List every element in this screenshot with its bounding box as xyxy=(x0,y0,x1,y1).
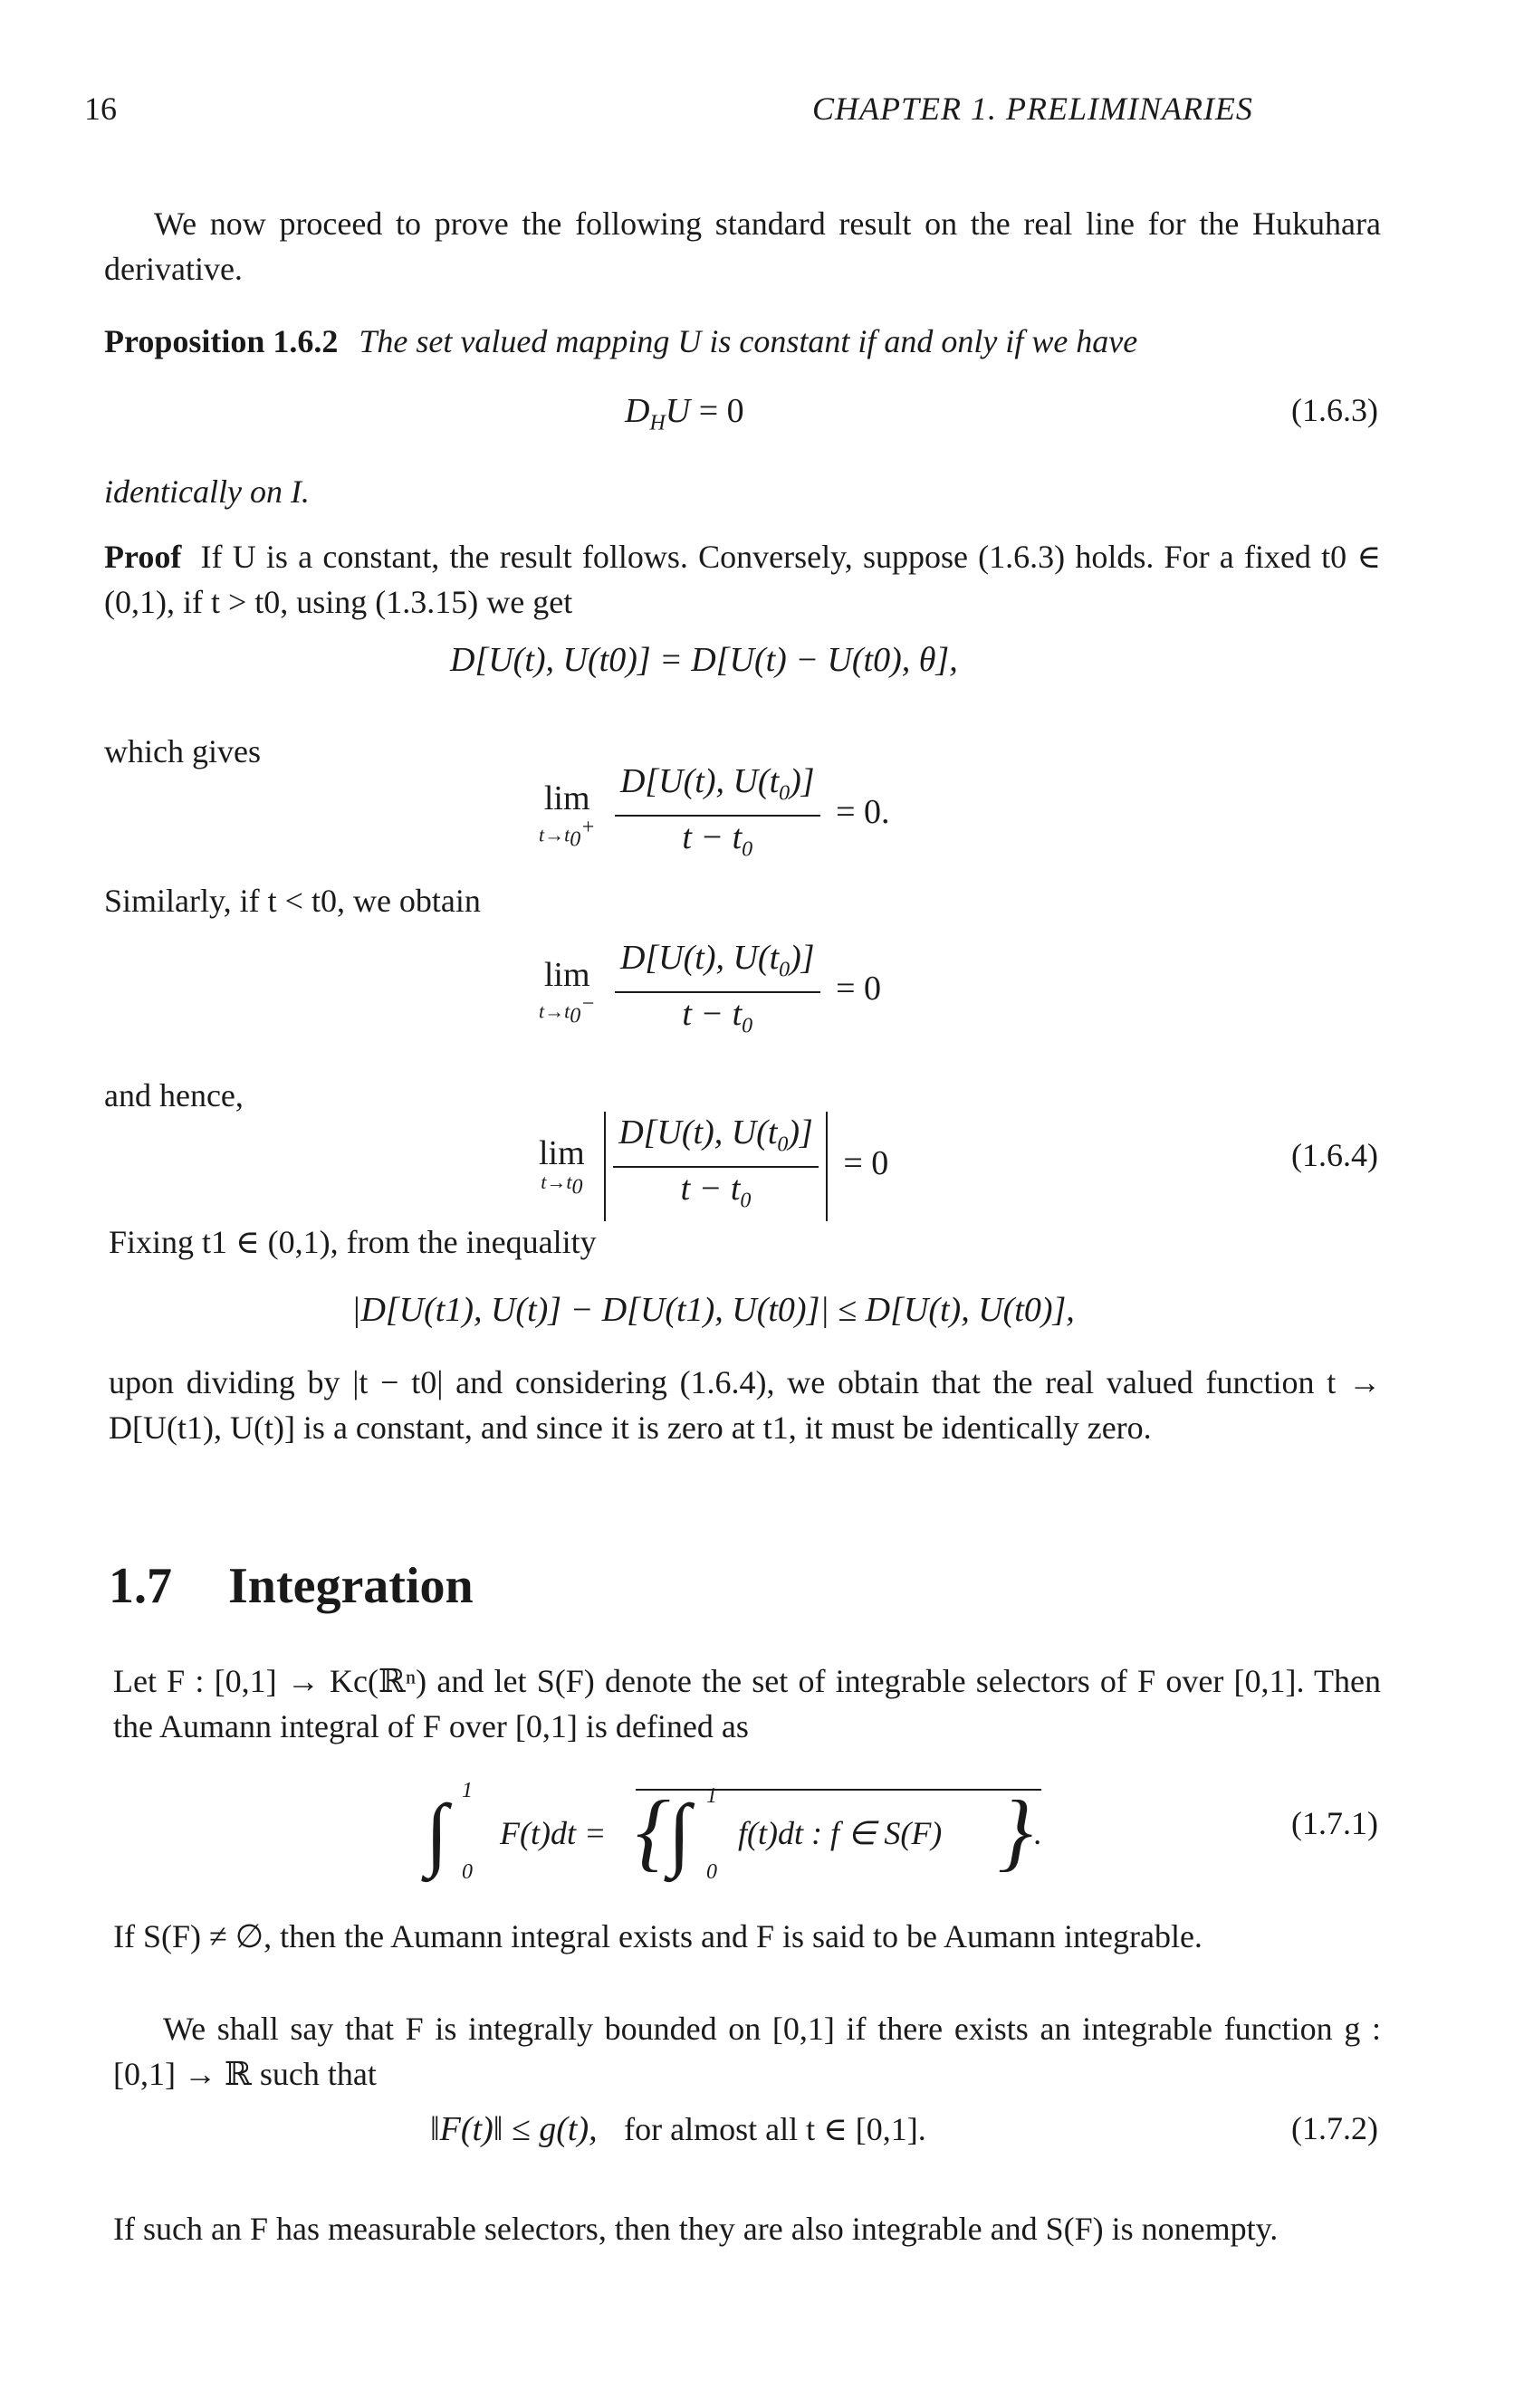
svg-text:∫: ∫ xyxy=(668,1789,691,1878)
integration-paragraph-2: If S(F) ≠ ∅, then the Aumann integral exists and F is said to be Aumann integrable. xyxy=(113,1918,1203,1954)
almost-all-clause: for almost all t ∈ [0,1]. xyxy=(624,2111,926,2147)
proof-text: If U is a constant, the result follows. Conversely, suppose (1.6.3) holds. For a fixed t0 ∈ (0,1), if t > t0, using (1.3.15) we get xyxy=(104,539,1382,620)
equation-1-6-3: $D_HU = 0$ xyxy=(625,392,744,435)
and-hence-text: and hence, xyxy=(104,1077,244,1113)
section-title: Integration xyxy=(228,1558,474,1614)
integration-paragraph-1: Let F : [0,1] → Kc(ℝⁿ) and let S(F) denote the set of integrable selectors of F over [0,1]. Then the Aumann integral of F over [0,1] is defined as xyxy=(113,1663,1381,1744)
svg-text:f(t)dt : f ∈ S(F): f(t)dt : f ∈ S(F) xyxy=(738,1815,943,1851)
equation-1-7-2 xyxy=(430,2109,926,2149)
svg-text:0: 0 xyxy=(462,1860,473,1884)
svg-text:1: 1 xyxy=(706,1784,717,1808)
svg-text:{: { xyxy=(636,1782,671,1879)
equation-inequality: |D[U(t1), U(t)] − D[U(t1), U(t0)]| ≤ D[U(t), U(t0)], xyxy=(351,1291,1075,1329)
similarly-text: Similarly, if t < t0, we obtain xyxy=(104,883,481,919)
aumann-integral-formula xyxy=(426,1770,1078,1887)
section-number: 1.7 xyxy=(109,1558,172,1614)
equation-1-7-1 xyxy=(426,1770,1078,1887)
svg-text:}: } xyxy=(998,1782,1033,1879)
proof-paragraph xyxy=(104,534,1381,625)
equation-left-limit: lim $t\to t_0^-$ $\frac{D[U(t), U(t_0)]}{t - t_0}$ = 0 xyxy=(539,939,882,1038)
proposition-continuation: identically on I. xyxy=(104,473,310,510)
equation-distance-identity: D[U(t), U(t0)] = D[U(t) − U(t0), θ], xyxy=(450,641,958,679)
integration-paragraph-3: We shall say that F is integrally bounded on [0,1] if there exists an integrable function g : [0,1] → ℝ such that xyxy=(113,2011,1381,2092)
svg-text:1: 1 xyxy=(462,1779,473,1802)
running-title: CHAPTER 1. PRELIMINARIES xyxy=(812,91,1253,127)
svg-text:0: 0 xyxy=(706,1860,717,1884)
svg-text:∫: ∫ xyxy=(426,1789,448,1878)
equation-number-1-7-2: (1.7.2) xyxy=(1291,2110,1378,2146)
fixing-text: Fixing t1 ∈ (0,1), from the inequality xyxy=(109,1224,597,1260)
proof-conclusion: upon dividing by |t − t0| and considering (1.6.4), we obtain that the real valued function t → D[U(t1), U(t)] is a constant, and since it is zero at t1, it must be identically zero. xyxy=(109,1364,1381,1446)
proposition-label: Proposition 1.6.2 xyxy=(104,323,339,359)
proof-label: Proof xyxy=(104,539,182,575)
integrally-bounded-inequality: ‖F(t)‖ ≤ g(t), xyxy=(430,2110,598,2148)
integration-paragraph-4: If such an F has measurable selectors, then they are also integrable and S(F) is nonempty. xyxy=(113,2211,1279,2247)
equation-number-1-6-4: (1.6.4) xyxy=(1291,1137,1378,1173)
svg-text:F(t)dt =: F(t)dt = xyxy=(500,1815,607,1851)
page-number: 16 xyxy=(84,91,117,127)
section-heading xyxy=(109,1557,474,1615)
intro-paragraph: We now proceed to prove the following standard result on the real line for the Hukuhara derivative. xyxy=(104,205,1381,287)
equation-right-limit: lim $t\to t_0^+$ $\frac{D[U(t), U(t_0)]}{t - t_0}$ = 0. xyxy=(539,762,890,862)
equation-number-1-6-3: (1.6.3) xyxy=(1291,392,1378,428)
equation-1-6-4: lim $t\to t_0$ $\frac{D[U(t), U(t_0)]}{t - t_0}$ = 0 xyxy=(539,1112,888,1221)
proposition-text: The set valued mapping U is constant if and only if we have xyxy=(359,323,1138,359)
equation-number-1-7-1: (1.7.1) xyxy=(1291,1805,1378,1841)
proposition-statement xyxy=(104,319,1381,364)
which-gives-text: which gives xyxy=(104,733,261,769)
svg-text:.: . xyxy=(1034,1815,1042,1851)
